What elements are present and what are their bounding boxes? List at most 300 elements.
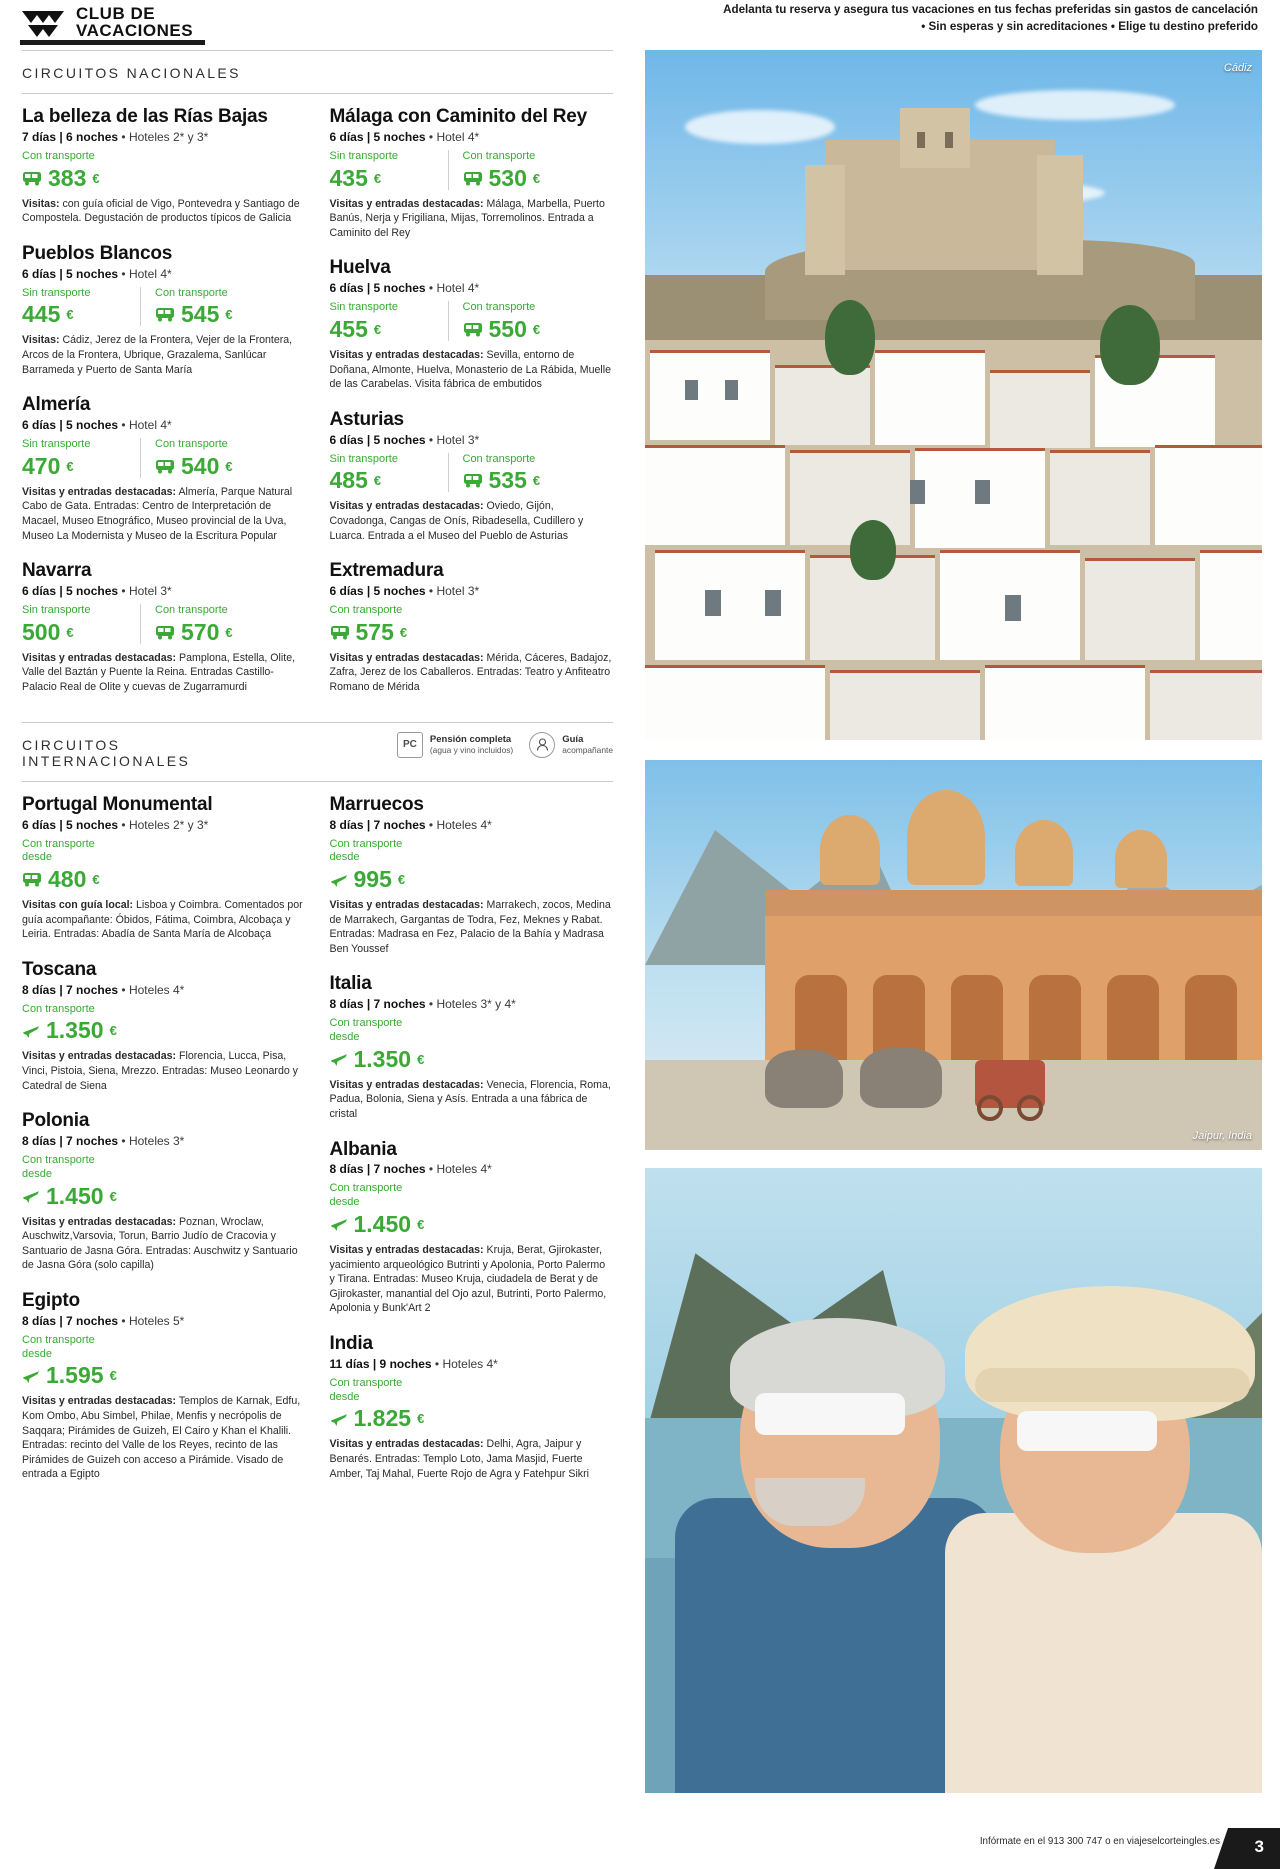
price-currency: € bbox=[399, 624, 408, 640]
plane-icon bbox=[22, 1023, 40, 1039]
trip-card[interactable] bbox=[22, 243, 304, 377]
price-currency: € bbox=[532, 473, 541, 489]
trip-description-label: Visitas y entradas destacadas: bbox=[329, 500, 484, 513]
trip-title: Albania bbox=[329, 1138, 397, 1160]
trip-hotel: Hoteles 5* bbox=[128, 1313, 185, 1328]
trip-description-text: Lisboa y Coimbra. Comentados por guía acompañante: Óbidos, Fátima, Coimbra, Alcobaça y Leiria. Entradas: Abadía de Santa María de Alcobaça bbox=[22, 899, 303, 941]
price-label: Con transporte bbox=[462, 301, 536, 314]
trip-description-label: Visitas y entradas destacadas: bbox=[22, 1215, 177, 1228]
price-label: Sin transporte bbox=[329, 149, 398, 162]
trip-card[interactable] bbox=[22, 1110, 304, 1273]
price-currency: € bbox=[225, 624, 233, 640]
price-block bbox=[330, 453, 448, 493]
price-value bbox=[463, 318, 556, 341]
price-amount: 1.825 bbox=[353, 1405, 412, 1432]
trip-duration: 6 días | 5 noches bbox=[329, 281, 426, 296]
trip-card[interactable] bbox=[22, 959, 304, 1093]
trip-title: Portugal Monumental bbox=[22, 793, 213, 815]
content-column bbox=[0, 50, 635, 1499]
price-row bbox=[22, 287, 304, 327]
house bbox=[1150, 670, 1262, 740]
window bbox=[1005, 595, 1021, 621]
trip-subtitle: 8 días | 7 noches • Hoteles 4* bbox=[329, 1162, 492, 1177]
bus-icon bbox=[463, 171, 483, 186]
trip-description-text: Sevilla, entorno de Doñana, Almonte, Huelva, Monasterio de La Rábida, Muelle de las Carabelas. Visita fábrica de embutidos bbox=[329, 349, 611, 391]
image-caption: Cádiz bbox=[1223, 62, 1252, 74]
club-vacaciones-logo-icon bbox=[20, 5, 66, 39]
house bbox=[1155, 445, 1262, 545]
price-value bbox=[155, 303, 248, 326]
price-label bbox=[330, 838, 438, 866]
legend-label-sub: acompañante bbox=[562, 745, 613, 756]
bus-icon bbox=[155, 307, 175, 322]
price-amount: 995 bbox=[353, 866, 392, 893]
trip-column-right bbox=[318, 106, 614, 712]
trip-grid-nacionales bbox=[22, 94, 613, 712]
price-label bbox=[330, 1182, 438, 1210]
window bbox=[725, 380, 738, 400]
trip-description bbox=[330, 651, 614, 695]
trip-description-label: Visitas y entradas destacadas: bbox=[329, 651, 484, 664]
price-row bbox=[22, 150, 304, 190]
price-currency: € bbox=[92, 872, 100, 888]
cloud bbox=[975, 90, 1175, 120]
trip-title: Italia bbox=[329, 973, 372, 995]
price-label-desde: desde bbox=[22, 1167, 52, 1180]
price-currency: € bbox=[373, 473, 382, 489]
price-row bbox=[22, 604, 304, 644]
trip-card[interactable] bbox=[22, 1290, 304, 1482]
tree bbox=[825, 300, 875, 375]
header-promo bbox=[598, 2, 1258, 36]
bus-icon bbox=[155, 625, 175, 640]
castle-keep bbox=[900, 108, 970, 168]
trip-title: Extremadura bbox=[329, 560, 444, 582]
price-amount: 1.450 bbox=[353, 1210, 412, 1237]
price-block bbox=[330, 150, 448, 190]
trip-card[interactable] bbox=[22, 794, 304, 942]
house bbox=[650, 350, 770, 440]
trip-hotel: Hotel 4* bbox=[128, 418, 172, 433]
section-legend bbox=[397, 732, 613, 758]
trip-description-label: Visitas y entradas destacadas: bbox=[22, 1050, 177, 1063]
price-label: Con transporte bbox=[22, 1002, 95, 1015]
legend-item-pension bbox=[397, 732, 513, 758]
price-block bbox=[22, 1334, 140, 1388]
woman-shirt bbox=[945, 1513, 1262, 1793]
trip-description-label: Visitas y entradas destacadas: bbox=[329, 1078, 484, 1091]
trip-description-text: Florencia, Lucca, Pisa, Vinci, Pistoia, Siena, Mrezzo. Entradas: Museo Leonardo y Catedral de Siena bbox=[22, 1050, 298, 1092]
trip-hotel: Hotel 3* bbox=[128, 584, 172, 599]
trip-column-left bbox=[22, 794, 318, 1499]
trip-subtitle: 11 días | 9 noches • Hoteles 4* bbox=[329, 1356, 498, 1371]
section-header-internacionales bbox=[22, 722, 613, 782]
price-label bbox=[22, 838, 130, 866]
price-block bbox=[140, 438, 258, 478]
price-value bbox=[22, 618, 130, 645]
elephant bbox=[765, 1050, 843, 1108]
price-label: Con transporte bbox=[462, 149, 536, 162]
elephant bbox=[860, 1048, 942, 1108]
price-block bbox=[22, 438, 140, 478]
trip-description bbox=[330, 348, 614, 392]
trip-description-label: Visitas y entradas destacadas: bbox=[22, 1395, 177, 1408]
trip-duration: 6 días | 5 noches bbox=[329, 584, 426, 599]
price-value bbox=[22, 868, 130, 891]
price-label-desde: desde bbox=[22, 1347, 52, 1360]
price-row bbox=[22, 438, 304, 478]
price-value bbox=[330, 1210, 438, 1237]
price-value bbox=[330, 318, 438, 341]
price-label bbox=[22, 1334, 130, 1362]
house bbox=[1200, 550, 1262, 660]
price-amount: 1.450 bbox=[46, 1182, 104, 1209]
trip-description bbox=[330, 1078, 614, 1122]
price-currency: € bbox=[109, 1188, 117, 1204]
bus-icon bbox=[330, 625, 350, 640]
trip-hotel: Hoteles 3* y 4* bbox=[436, 997, 516, 1012]
trip-hotel: Hoteles 4* bbox=[436, 817, 492, 832]
palace-dome bbox=[907, 790, 985, 885]
price-label: Con transporte bbox=[22, 149, 95, 162]
trip-subtitle: 7 días | 6 noches • Hoteles 2* y 3* bbox=[22, 129, 209, 144]
trip-description-text: Venecia, Florencia, Roma, Padua, Bolonia, Siena y Asís. Entrada a una fábrica de cristal bbox=[329, 1078, 611, 1121]
trip-description-label: Visitas con guía local: bbox=[22, 899, 134, 912]
price-value bbox=[463, 469, 556, 492]
courtyard-ground bbox=[645, 1060, 1262, 1150]
price-value bbox=[155, 452, 248, 479]
brand-line-2: VACACIONES bbox=[76, 21, 194, 41]
house bbox=[645, 445, 785, 545]
price-row bbox=[330, 1377, 614, 1431]
trip-title: Pueblos Blancos bbox=[22, 242, 173, 264]
trip-duration: 6 días | 5 noches bbox=[329, 129, 426, 144]
price-currency: € bbox=[66, 307, 74, 323]
price-row bbox=[22, 838, 304, 892]
price-label: Sin transporte bbox=[329, 452, 398, 465]
price-currency: € bbox=[109, 1023, 117, 1039]
price-block bbox=[448, 301, 566, 341]
price-amount: 1.350 bbox=[353, 1045, 412, 1072]
trip-subtitle: 6 días | 5 noches • Hotel 3* bbox=[329, 432, 480, 447]
trip-duration: 6 días | 5 noches bbox=[22, 266, 119, 281]
trip-description-text: Almería, Parque Natural Cabo de Gata. Entradas: Centro de Interpretación de Macael, Museo Etnográfico, Museo provincial de la Uva, Museo La Modernista y Museo de la Escritura Popular bbox=[22, 485, 293, 542]
jaipur-photo bbox=[645, 760, 1262, 1150]
trip-duration: 6 días | 5 noches bbox=[22, 584, 119, 599]
trip-hotel: Hoteles 2* y 3* bbox=[128, 817, 209, 832]
trip-card[interactable] bbox=[330, 560, 614, 694]
section-title-line-1: CIRCUITOS bbox=[22, 736, 121, 753]
price-value bbox=[22, 452, 130, 479]
price-amount: 1.595 bbox=[46, 1362, 104, 1389]
trip-card[interactable] bbox=[330, 106, 614, 240]
price-row bbox=[22, 1334, 304, 1388]
trip-hotel: Hotel 3* bbox=[436, 432, 480, 447]
price-value bbox=[330, 469, 438, 492]
trip-subtitle: 6 días | 5 noches • Hoteles 2* y 3* bbox=[22, 817, 209, 832]
price-row bbox=[22, 1154, 304, 1208]
price-block bbox=[140, 604, 258, 644]
trip-hotel: Hotel 4* bbox=[436, 129, 480, 144]
price-block bbox=[22, 604, 140, 644]
page-number-badge bbox=[1228, 1828, 1280, 1869]
price-amount: 470 bbox=[22, 452, 61, 479]
page-number: 3 bbox=[1254, 1837, 1264, 1856]
pension-completa-icon: PC bbox=[397, 732, 423, 758]
trip-duration: 8 días | 7 noches bbox=[329, 817, 426, 832]
trip-description bbox=[22, 1215, 304, 1273]
trip-card[interactable] bbox=[330, 1333, 614, 1481]
trip-description bbox=[22, 651, 304, 695]
trip-title: Navarra bbox=[22, 560, 92, 582]
price-block bbox=[22, 838, 140, 892]
plane-icon bbox=[330, 872, 348, 888]
bus-icon bbox=[155, 459, 175, 474]
trip-duration: 6 días | 5 noches bbox=[329, 432, 426, 447]
price-label: Sin transporte bbox=[329, 301, 398, 314]
trip-hotel: Hoteles 3* bbox=[128, 1134, 185, 1149]
price-amount: 530 bbox=[488, 164, 527, 191]
price-value bbox=[329, 164, 438, 191]
price-block bbox=[448, 453, 566, 493]
brand-line-1: CLUB DE bbox=[76, 4, 156, 23]
price-block bbox=[448, 150, 566, 190]
trip-subtitle: 6 días | 5 noches • Hotel 4* bbox=[329, 281, 480, 296]
woman-hat-brim bbox=[975, 1368, 1250, 1402]
price-value bbox=[330, 618, 438, 645]
price-value bbox=[22, 164, 130, 191]
trip-description-text: Pamplona, Estella, Olite, Valle del Baztán y Puente la Reina. Entradas Castillo- Palacio Real de Olite y cuevas de Zugarramurdi bbox=[22, 651, 296, 694]
price-currency: € bbox=[225, 307, 233, 323]
window bbox=[910, 480, 925, 504]
castle-tower bbox=[1037, 155, 1083, 275]
trip-hotel: Hoteles 4* bbox=[128, 982, 185, 997]
house bbox=[790, 450, 910, 545]
trip-title: Egipto bbox=[22, 1290, 80, 1312]
trip-title: Marruecos bbox=[329, 793, 424, 815]
price-label bbox=[22, 1154, 130, 1182]
house bbox=[645, 665, 825, 740]
price-amount: 550 bbox=[488, 316, 527, 343]
trip-description-label: Visitas: bbox=[22, 197, 60, 210]
brand-logo bbox=[20, 5, 193, 40]
price-currency: € bbox=[417, 1216, 425, 1232]
price-block bbox=[22, 1003, 140, 1043]
trip-description bbox=[22, 1394, 304, 1482]
trip-duration: 11 días | 9 noches bbox=[329, 1356, 432, 1371]
plane-icon bbox=[330, 1051, 348, 1067]
price-row bbox=[330, 150, 614, 190]
trip-column-left bbox=[22, 106, 318, 712]
house bbox=[985, 665, 1145, 740]
price-value bbox=[463, 164, 556, 191]
trip-description-text: Oviedo, Gijón, Covadonga, Cangas de Onís, Ribadesella, Cudillero y Luarca. Entrada a el Museo del Pueblo de Asturias bbox=[329, 500, 584, 542]
price-block bbox=[330, 301, 448, 341]
window bbox=[685, 380, 698, 400]
price-currency: € bbox=[397, 872, 406, 888]
trip-subtitle: 8 días | 7 noches • Hoteles 3* bbox=[22, 1134, 185, 1149]
price-currency: € bbox=[373, 170, 382, 186]
house bbox=[775, 365, 870, 445]
trip-subtitle: 6 días | 5 noches • Hotel 4* bbox=[22, 266, 172, 281]
price-label: Con transporte bbox=[155, 604, 228, 617]
price-label-text: Con transporte bbox=[22, 1154, 95, 1167]
trip-subtitle: 6 días | 5 noches • Hotel 3* bbox=[22, 584, 172, 599]
section-title-line-2: INTERNACIONALES bbox=[22, 752, 191, 769]
cart-wheel bbox=[977, 1095, 1003, 1121]
trip-title: La belleza de las Rías Bajas bbox=[22, 106, 268, 127]
price-label bbox=[330, 1017, 438, 1045]
brand-name bbox=[76, 5, 193, 40]
price-label: Con transporte bbox=[155, 286, 228, 299]
header-promo-line-1: Adelanta tu reserva y asegura tus vacaciones en tus fechas preferidas sin gastos de cancelación bbox=[723, 3, 1258, 16]
price-value bbox=[22, 1019, 130, 1042]
page-footer bbox=[0, 1828, 1280, 1869]
trip-description bbox=[330, 1437, 614, 1481]
trip-hotel: Hotel 3* bbox=[436, 584, 480, 599]
trip-description-label: Visitas y entradas destacadas: bbox=[329, 349, 484, 362]
trip-description bbox=[330, 1243, 614, 1316]
house bbox=[655, 550, 805, 660]
trip-card[interactable] bbox=[330, 1139, 614, 1316]
price-row bbox=[330, 301, 614, 341]
trip-description-label: Visitas y entradas destacadas: bbox=[22, 485, 177, 498]
price-block bbox=[22, 287, 140, 327]
trip-description-text: con guía oficial de Vigo, Pontevedra y Santiago de Compostela. Degustación de productos típicos de Galicia bbox=[22, 197, 300, 225]
trip-title: Huelva bbox=[329, 257, 391, 279]
price-label-text: Con transporte bbox=[329, 837, 403, 850]
trip-subtitle: 8 días | 7 noches • Hoteles 3* y 4* bbox=[329, 997, 516, 1012]
price-value bbox=[155, 618, 248, 645]
legend-label-sub: (agua y vino incluidos) bbox=[429, 745, 514, 756]
house bbox=[830, 670, 980, 740]
window bbox=[975, 480, 990, 504]
legend-label bbox=[430, 734, 513, 756]
trip-description-text: Kruja, Berat, Gjirokaster, yacimiento arqueológico Butrinti y Apolonia, Porto Palermo y Tirana. Entradas: Museo Kruja, ciudadela de Berat y de Gjirokaster, manantial del Ojo azul, Butrinti, Porto Palermo, Apolonia y Bunk'Art 2 bbox=[329, 1243, 607, 1315]
palace-dome bbox=[820, 815, 880, 885]
trip-description-text: Cádiz, Jerez de la Frontera, Vejer de la Frontera, Arcos de la Frontera, Ubrique, Grazalema, Sanlúcar Barrameda y Puerto de Santa María bbox=[22, 334, 293, 376]
price-label bbox=[330, 1377, 438, 1405]
trip-subtitle: 8 días | 7 noches • Hoteles 4* bbox=[22, 982, 185, 997]
price-currency: € bbox=[373, 322, 382, 338]
price-amount: 455 bbox=[329, 316, 368, 343]
trip-duration: 8 días | 7 noches bbox=[329, 997, 426, 1012]
house bbox=[1050, 450, 1150, 545]
price-currency: € bbox=[225, 458, 233, 474]
legend-label-text: Pensión completa bbox=[429, 733, 512, 745]
house bbox=[990, 370, 1090, 448]
price-label: Sin transporte bbox=[22, 604, 91, 617]
trip-hotel: Hotel 4* bbox=[128, 266, 172, 281]
price-label-desde: desde bbox=[329, 1031, 360, 1044]
price-currency: € bbox=[92, 170, 100, 186]
trip-title: Polonia bbox=[22, 1110, 90, 1132]
castle-tower bbox=[805, 165, 845, 275]
bus-icon bbox=[22, 171, 42, 186]
window bbox=[765, 590, 781, 616]
trip-description-text: Mérida, Cáceres, Badajoz, Zafra, Jerez de los Caballeros. Entradas: Teatro y Anfiteatro Romano de Mérida bbox=[329, 651, 612, 694]
price-amount: 485 bbox=[329, 467, 368, 494]
trip-card[interactable] bbox=[22, 106, 304, 226]
trip-description-label: Visitas y entradas destacadas: bbox=[329, 899, 484, 912]
price-amount: 1.350 bbox=[46, 1017, 104, 1044]
legend-item-guia bbox=[529, 732, 613, 758]
tree bbox=[850, 520, 896, 580]
cloud bbox=[685, 110, 835, 144]
palace-dome bbox=[1015, 820, 1073, 886]
price-row bbox=[330, 453, 614, 493]
trip-card[interactable] bbox=[22, 394, 304, 543]
trip-description bbox=[22, 898, 304, 942]
price-row bbox=[330, 1182, 614, 1236]
trip-card[interactable] bbox=[22, 560, 304, 694]
price-label-text: Con transporte bbox=[329, 1017, 403, 1030]
price-block bbox=[22, 1154, 140, 1208]
trip-subtitle: 6 días | 5 noches • Hotel 4* bbox=[22, 418, 172, 433]
price-row bbox=[330, 604, 614, 644]
price-amount: 545 bbox=[181, 301, 220, 328]
price-value bbox=[22, 303, 130, 326]
trip-subtitle: 6 días | 5 noches • Hotel 3* bbox=[329, 584, 480, 599]
plane-icon bbox=[22, 1368, 40, 1384]
trip-card[interactable] bbox=[330, 973, 614, 1121]
trip-description-label: Visitas y entradas destacadas: bbox=[329, 1243, 484, 1256]
trip-description bbox=[330, 499, 614, 543]
trip-card[interactable] bbox=[330, 794, 614, 957]
trip-subtitle: 8 días | 7 noches • Hoteles 5* bbox=[22, 1313, 185, 1328]
price-block bbox=[330, 1377, 448, 1431]
trip-description bbox=[22, 1049, 304, 1093]
bus-icon bbox=[463, 322, 483, 337]
price-label-desde: desde bbox=[22, 851, 52, 864]
price-amount: 383 bbox=[48, 164, 87, 191]
palace-dome bbox=[1115, 830, 1167, 888]
price-label-desde: desde bbox=[329, 1196, 360, 1209]
house bbox=[1085, 558, 1195, 660]
price-label: Con transporte bbox=[329, 604, 403, 617]
trip-description bbox=[330, 898, 614, 956]
footer-contact: Infórmate en el 913 300 747 o en viajeselcorteingles.es bbox=[979, 1836, 1220, 1847]
price-value bbox=[330, 868, 438, 891]
price-value bbox=[330, 1045, 438, 1072]
couple-photo bbox=[645, 1168, 1262, 1793]
castle-window bbox=[945, 132, 953, 148]
cart-wheel bbox=[1017, 1095, 1043, 1121]
price-amount: 540 bbox=[181, 452, 220, 479]
trip-grid-internacionales bbox=[22, 782, 613, 1499]
price-amount: 480 bbox=[48, 866, 87, 893]
price-row bbox=[330, 838, 614, 892]
price-block bbox=[22, 150, 140, 190]
section-header-nacionales bbox=[22, 50, 613, 94]
trip-description-label: Visitas y entradas destacadas: bbox=[329, 1438, 484, 1451]
trip-hotel: Hoteles 4* bbox=[442, 1356, 498, 1371]
trip-duration: 8 días | 7 noches bbox=[22, 1134, 119, 1149]
price-block bbox=[330, 838, 448, 892]
trip-card[interactable] bbox=[330, 257, 614, 391]
trip-description bbox=[22, 333, 304, 377]
guia-acompanante-icon bbox=[529, 732, 555, 758]
price-value bbox=[330, 1407, 438, 1430]
trip-duration: 6 días | 5 noches bbox=[22, 817, 119, 832]
price-label-text: Con transporte bbox=[329, 1376, 403, 1389]
trip-card[interactable] bbox=[330, 409, 614, 543]
palace-cornice bbox=[765, 890, 1262, 916]
trip-title: Málaga con Caminito del Rey bbox=[329, 106, 587, 127]
trip-duration: 7 días | 6 noches bbox=[22, 129, 119, 144]
trip-title: Asturias bbox=[329, 408, 404, 430]
price-block bbox=[330, 604, 448, 644]
